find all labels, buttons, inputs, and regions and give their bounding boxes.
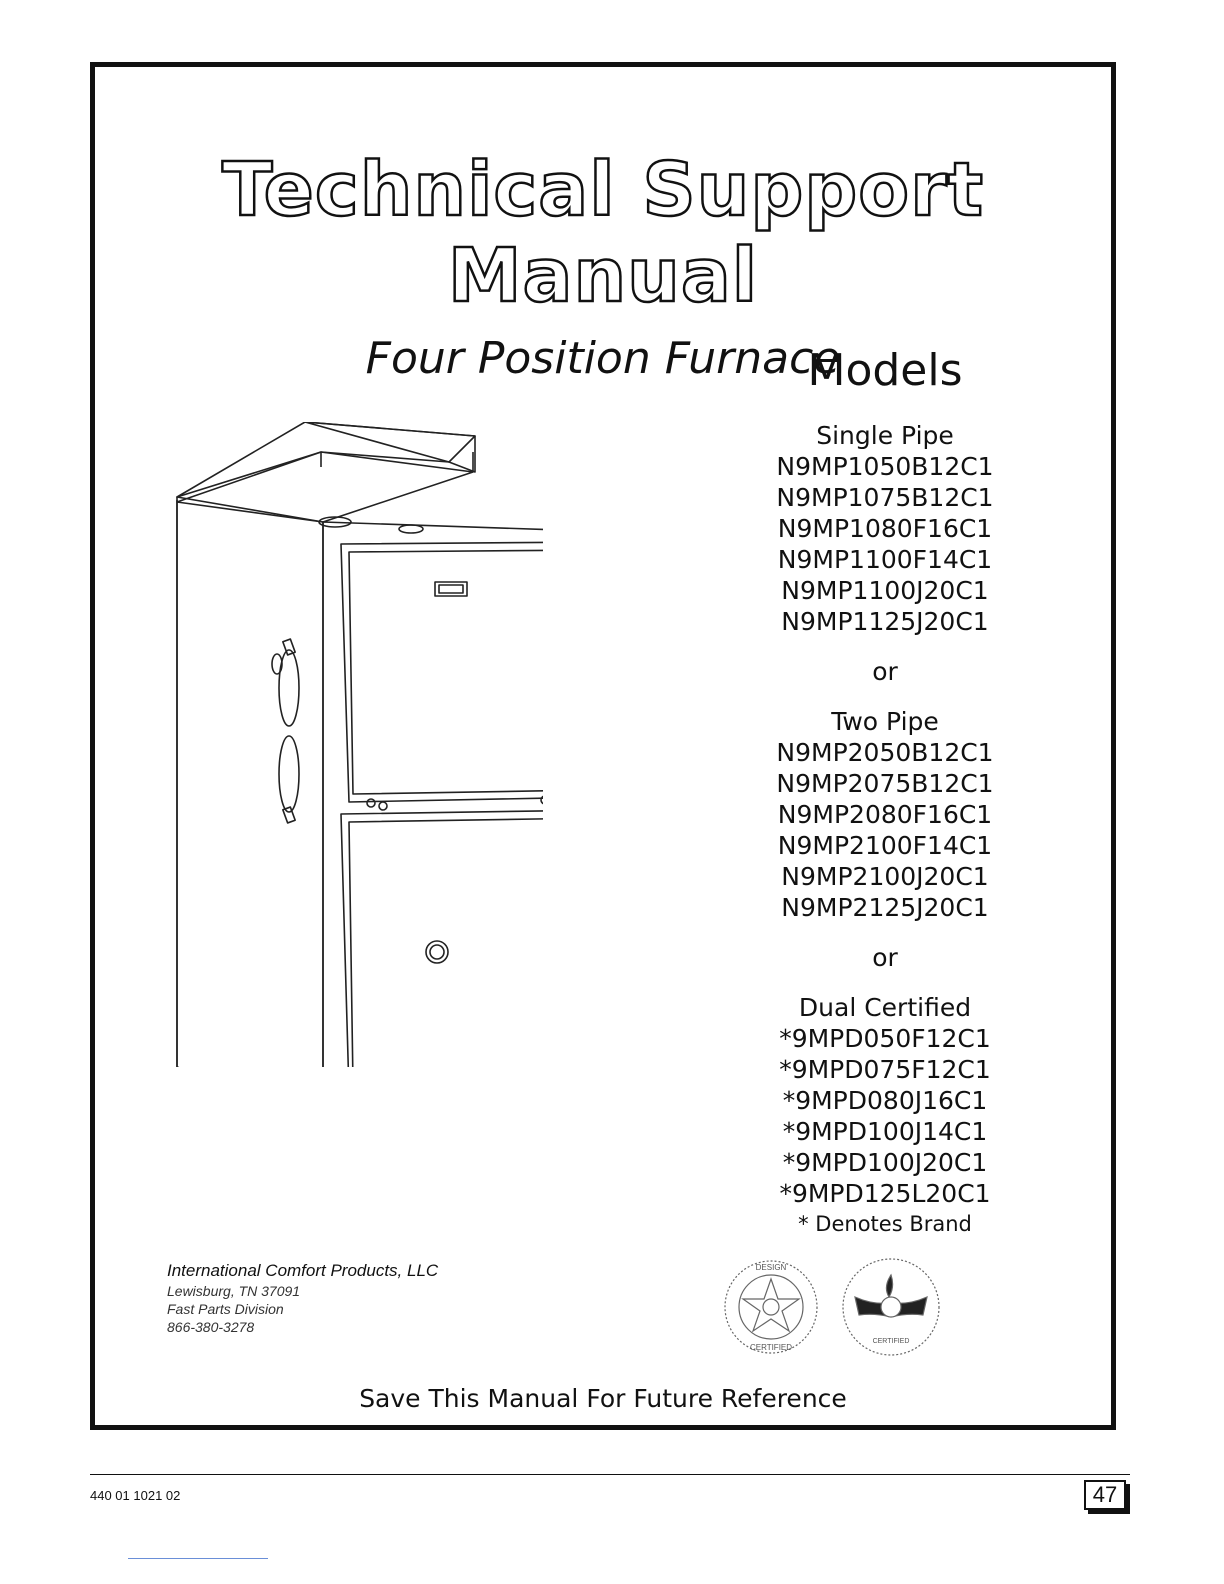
- certification-seals: [723, 1257, 953, 1357]
- page-number: 47: [1084, 1480, 1126, 1510]
- single-pipe-models: [735, 451, 1035, 637]
- document-number: 440 01 1021 02: [90, 1488, 181, 1503]
- model-number: N9MP2100F14C1: [777, 831, 993, 860]
- model-number: *9MPD100J14C1: [782, 1117, 988, 1146]
- model-number: N9MP1100F14C1: [777, 545, 993, 574]
- model-number: N9MP1125J20C1: [781, 607, 989, 636]
- seal-text-certified: CERTIFIED: [872, 1338, 910, 1345]
- model-number: N9MP2100J20C1: [781, 862, 989, 891]
- company-city: Lewisburg, TN 37091: [167, 1283, 301, 1299]
- model-number: *9MPD075F12C1: [779, 1055, 991, 1084]
- model-number: *9MPD050F12C1: [779, 1024, 991, 1053]
- model-number: N9MP1080F16C1: [777, 514, 993, 543]
- dual-certified-models: [735, 1023, 1035, 1209]
- two-pipe-models: [735, 737, 1035, 923]
- model-number: *9MPD100J20C1: [782, 1148, 988, 1177]
- seal-text-top: DESIGN: [755, 1263, 787, 1272]
- model-number: N9MP1100J20C1: [781, 576, 989, 605]
- model-number: N9MP1075B12C1: [776, 483, 994, 512]
- link-underline: [128, 1558, 268, 1559]
- cover-frame: [90, 62, 1116, 1430]
- model-number: N9MP2080F16C1: [777, 800, 993, 829]
- save-manual-note: Save This Manual For Future Reference: [359, 1384, 847, 1413]
- furnace-illustration: [173, 422, 543, 1067]
- company-division: Fast Parts Division: [167, 1301, 284, 1317]
- design-certified-seal: [725, 1261, 817, 1353]
- model-number: N9MP2050B12C1: [776, 738, 994, 767]
- single-pipe-label: Single Pipe: [816, 421, 954, 450]
- model-number: N9MP1050B12C1: [776, 452, 994, 481]
- seal-text-bottom: CERTIFIED: [749, 1343, 793, 1352]
- model-number: *9MPD080J16C1: [782, 1086, 988, 1115]
- manual-subtitle: Four Position Furnace: [365, 333, 841, 384]
- manual-title: Technical Support Manual: [222, 147, 984, 319]
- model-list: [735, 345, 1035, 1239]
- or-separator: or: [872, 657, 898, 686]
- or-separator: or: [872, 943, 898, 972]
- model-number: *9MPD125L20C1: [779, 1179, 991, 1208]
- model-number: N9MP2125J20C1: [781, 893, 989, 922]
- two-pipe-label: Two Pipe: [831, 707, 939, 736]
- brand-note: * Denotes Brand: [798, 1212, 972, 1236]
- footer-rule: [90, 1474, 1130, 1475]
- company-block: [167, 1260, 438, 1336]
- company-phone: 866-380-3278: [167, 1319, 255, 1335]
- dual-certified-label: Dual Certified: [798, 993, 972, 1022]
- models-heading: Models: [807, 345, 963, 396]
- company-name: International Comfort Products, LLC: [167, 1261, 439, 1280]
- model-number: N9MP2075B12C1: [776, 769, 994, 798]
